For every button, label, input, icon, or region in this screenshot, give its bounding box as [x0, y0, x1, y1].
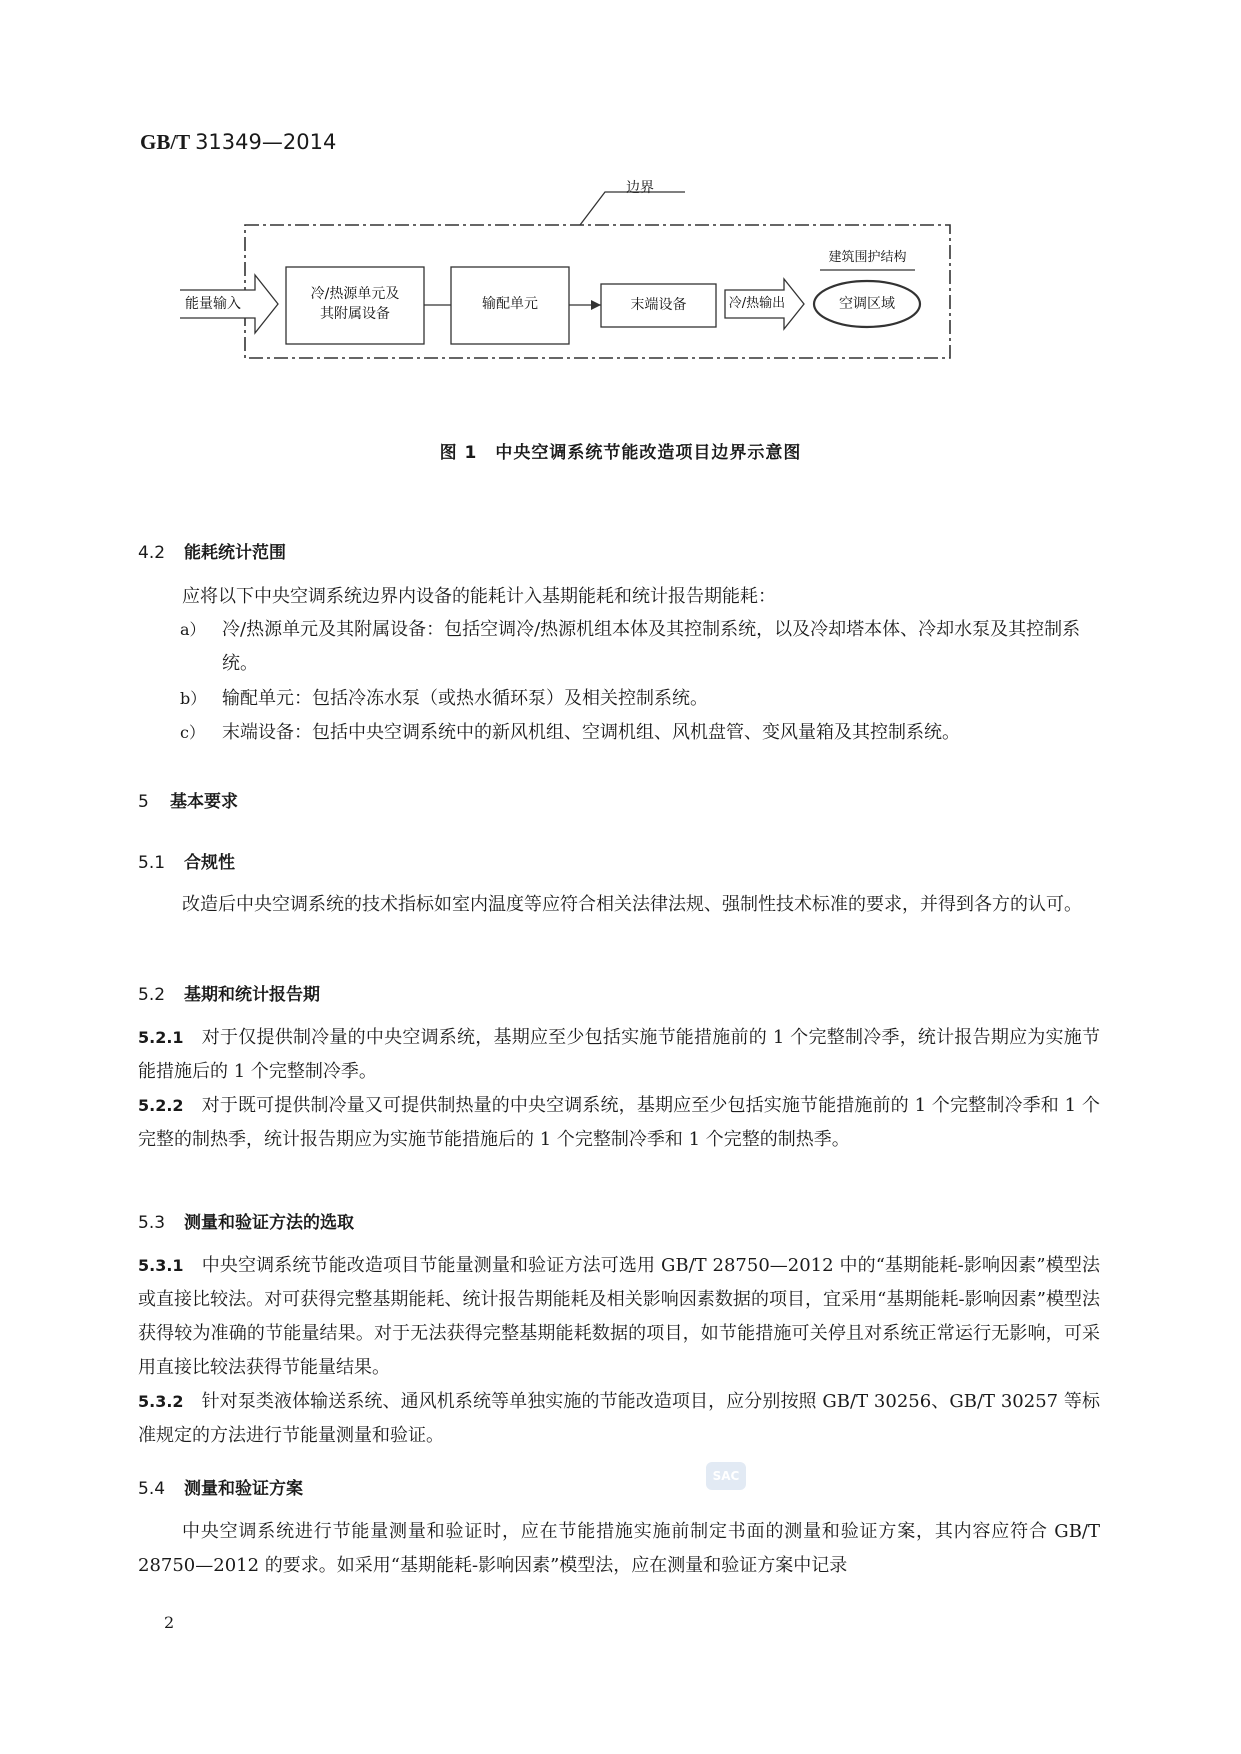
terminal-equipment-label: 末端设备 — [630, 297, 687, 313]
source-unit-label: 冷/热源单元及 其附属设备 — [310, 286, 400, 322]
section-5-3-heading: 5.3 测量和验证方法的选取 — [138, 1213, 354, 1233]
boundary-diagram — [180, 180, 1080, 420]
list-item: a） 冷/热源单元及其附属设备：包括空调冷/热源机组本体及其控制系统，以及冷却塔本体、冷却水泵及其控制系统。 — [180, 619, 1081, 674]
section-5-2-heading: 5.2 基期和统计报告期 — [138, 985, 320, 1005]
standard-number: 31349—2014 — [195, 130, 337, 154]
list-item: c） 末端设备：包括中央空调系统中的新风机组、空调机组、风机盘管、变风量箱及其控制系统。 — [180, 722, 960, 743]
zone-label: 空调区域 — [839, 296, 895, 312]
list-item: b） 输配单元：包括冷冻水泵（或热水循环泵）及相关控制系统。 — [180, 688, 708, 709]
distribution-unit-label: 输配单元 — [482, 296, 538, 312]
page-number: 2 — [164, 1613, 175, 1632]
section-4-2-heading: 4.2 能耗统计范围 — [138, 543, 286, 563]
section-5-heading: 5 基本要求 — [138, 792, 238, 812]
clause-5-2-1: 5.2.1 对于仅提供制冷量的中央空调系统，基期应至少包括实施节能措施前的 1 个完整制冷季，统计报告期应为实施节能措施后的 1 个完整制冷季。 — [138, 1027, 1100, 1082]
section-5-4-text: 中央空调系统进行节能量测量和验证时，应在节能措施实施前制定书面的测量和验证方案，其内容应符合 GB/T 28750—2012 的要求。如采用“基期能耗-影响因素”模型法，应在测量和验证方案中记录 — [138, 1521, 1100, 1576]
document-header — [140, 130, 336, 155]
watermark-logo: SAC — [706, 1462, 746, 1490]
section-4-2-intro: 应将以下中央空调系统边界内设备的能耗计入基期能耗和统计报告期能耗： — [182, 586, 776, 607]
section-5-4-heading: 5.4 测量和验证方案 — [138, 1479, 303, 1499]
figure-caption: 图 1 中央空调系统节能改造项目边界示意图 — [439, 443, 802, 463]
section-5-1-text: 改造后中央空调系统的技术指标如室内温度等应符合相关法律法规、强制性技术标准的要求，并得到各方的认可。 — [182, 894, 1082, 915]
output-label: 冷/热输出 — [728, 296, 786, 311]
boundary-label: 边界 — [626, 180, 654, 196]
standard-prefix: GB/T — [140, 130, 190, 154]
clause-5-3-1: 5.3.1 中央空调系统节能改造项目节能量测量和验证方法可选用 GB/T 28750—2012 中的“基期能耗-影响因素”模型法或直接比较法。对可获得完整基期能耗、统计报告期能耗及相关影响因素数据的项目，宜采用“基期能耗-影响因素”模型法获得较为准确的节能量结果。对于无法获得完整基期能耗数据的项目，如节能措施可关停且对系统正常运行无影响，可采用直接比较法获得节能量结果。 — [138, 1255, 1100, 1378]
envelope-label: 建筑围护结构 — [828, 250, 907, 265]
clause-5-3-2: 5.3.2 针对泵类液体输送系统、通风机系统等单独实施的节能改造项目，应分别按照 GB/T 30256、GB/T 30257 等标准规定的方法进行节能量测量和验证。 — [138, 1391, 1100, 1446]
section-5-1-heading: 5.1 合规性 — [138, 853, 235, 873]
clause-5-2-2: 5.2.2 对于既可提供制冷量又可提供制热量的中央空调系统，基期应至少包括实施节能措施前的 1 个完整制冷季和 1 个完整的制热季，统计报告期应为实施节能措施后的 1 个完整制冷季和 1 个完整的制热季。 — [138, 1095, 1100, 1150]
input-label: 能量输入 — [185, 296, 241, 312]
